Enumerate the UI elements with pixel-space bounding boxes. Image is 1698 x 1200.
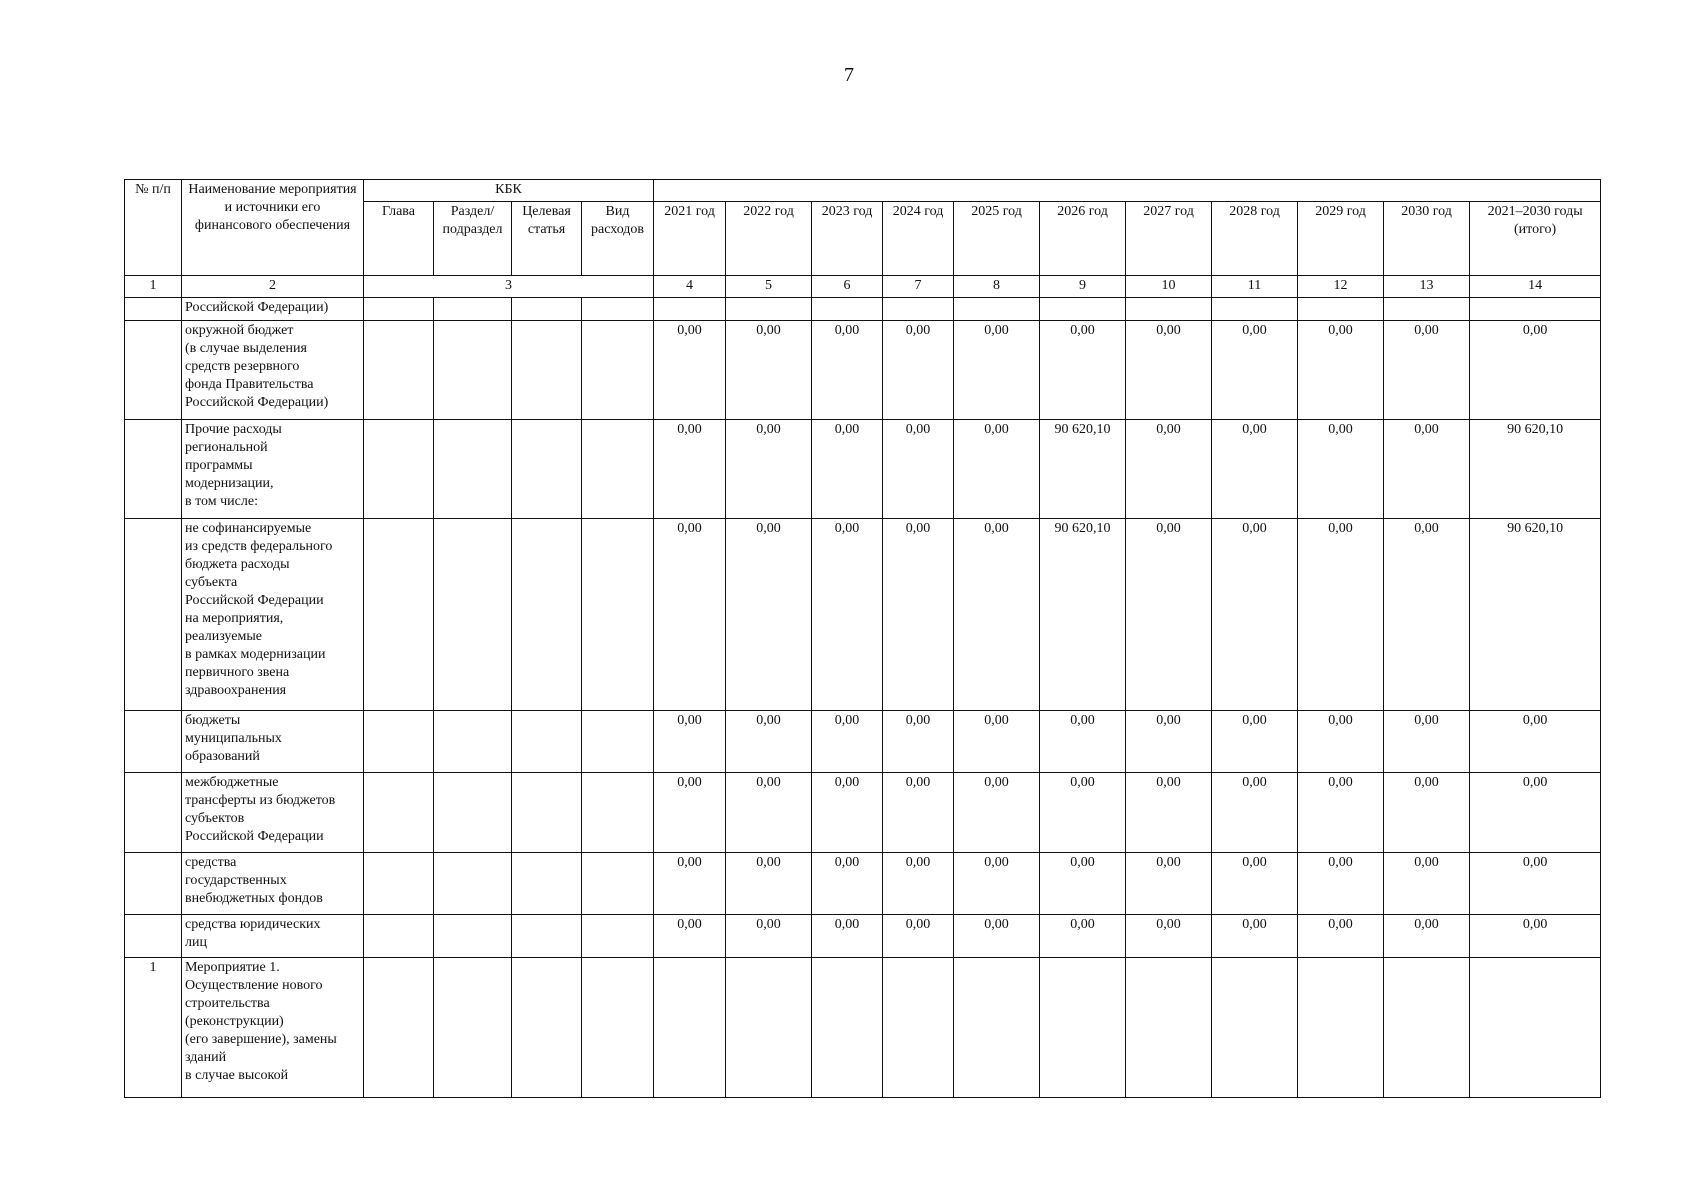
table-row [125,420,1601,519]
year-value [1384,958,1470,1098]
kbk-cell [512,420,582,519]
year-value: 0,00 [654,711,726,773]
year-value: 0,00 [812,519,883,711]
year-value [883,298,954,321]
column-number: 7 [883,276,954,298]
column-number: 6 [812,276,883,298]
year-value: 0,00 [1298,915,1384,958]
year-value: 0,00 [1040,853,1126,915]
year-value: 0,00 [883,711,954,773]
row-number [125,519,182,711]
kbk-cell [364,773,434,853]
table-row [125,853,1601,915]
year-value [1384,298,1470,321]
kbk-cell [434,853,512,915]
year-value: 0,00 [1212,420,1298,519]
row-number: 1 [125,958,182,1098]
column-number: 14 [1470,276,1601,298]
header-year: 2024 год [883,202,954,276]
year-value: 0,00 [1384,321,1470,420]
row-number [125,420,182,519]
year-value [1040,958,1126,1098]
header-year: 2028 год [1212,202,1298,276]
table-row [125,711,1601,773]
year-value: 0,00 [654,915,726,958]
year-value: 0,00 [1040,711,1126,773]
column-number: 9 [1040,276,1126,298]
header-no: № п/п [125,180,182,276]
row-number [125,773,182,853]
year-value: 0,00 [883,915,954,958]
header-year: 2025 год [954,202,1040,276]
year-value: 0,00 [1384,853,1470,915]
table-row [125,915,1601,958]
year-value: 0,00 [1298,853,1384,915]
page-number: 7 [844,64,854,86]
column-number: 4 [654,276,726,298]
kbk-cell [434,298,512,321]
year-value [1040,298,1126,321]
year-value: 0,00 [1126,420,1212,519]
header-years-group [654,180,1601,202]
year-value: 0,00 [726,321,812,420]
year-value [726,958,812,1098]
header-kbk-glava: Глава [364,202,434,276]
header-kbk-razdel: Раздел/ подраздел [434,202,512,276]
table-row [125,958,1601,1098]
table-row [125,321,1601,420]
table-row [125,298,1601,321]
header-year: 2029 год [1298,202,1384,276]
year-value: 0,00 [812,420,883,519]
year-value: 0,00 [1212,853,1298,915]
year-value: 0,00 [1126,519,1212,711]
kbk-cell [364,853,434,915]
year-value: 0,00 [1126,711,1212,773]
year-value: 0,00 [1040,773,1126,853]
year-value [1126,298,1212,321]
kbk-cell [512,321,582,420]
column-number: 11 [1212,276,1298,298]
header-kbk: КБК [364,180,654,202]
kbk-cell [582,958,654,1098]
year-value [1212,298,1298,321]
year-value: 0,00 [812,773,883,853]
year-value: 0,00 [883,420,954,519]
year-value: 0,00 [883,321,954,420]
kbk-cell [582,321,654,420]
year-value: 0,00 [1040,915,1126,958]
kbk-cell [434,519,512,711]
kbk-cell [434,321,512,420]
year-value: 90 620,10 [1040,420,1126,519]
kbk-cell [364,298,434,321]
year-value: 0,00 [883,773,954,853]
kbk-cell [582,519,654,711]
kbk-cell [512,853,582,915]
year-value: 0,00 [812,321,883,420]
row-number [125,853,182,915]
kbk-cell [434,958,512,1098]
table-row [125,773,1601,853]
kbk-cell [582,298,654,321]
year-value [883,958,954,1098]
year-value: 0,00 [954,321,1040,420]
column-number: 2 [182,276,364,298]
year-value [954,958,1040,1098]
kbk-cell [582,420,654,519]
kbk-cell [434,711,512,773]
column-number: 12 [1298,276,1384,298]
header-year: 2030 год [1384,202,1470,276]
kbk-cell [364,915,434,958]
year-value: 0,00 [1126,321,1212,420]
row-name: средства юридических лиц [182,915,364,958]
column-number: 10 [1126,276,1212,298]
year-value: 0,00 [812,711,883,773]
column-number: 3 [364,276,654,298]
year-value: 0,00 [654,420,726,519]
column-number: 5 [726,276,812,298]
kbk-cell [512,519,582,711]
total-value: 0,00 [1470,321,1601,420]
year-value: 0,00 [726,519,812,711]
header-kbk-statya: Целевая статья [512,202,582,276]
year-value: 0,00 [1298,321,1384,420]
year-value: 0,00 [654,773,726,853]
total-value: 0,00 [1470,915,1601,958]
kbk-cell [512,958,582,1098]
kbk-cell [582,711,654,773]
header-year: 2023 год [812,202,883,276]
year-value: 0,00 [726,915,812,958]
row-name: средства государственных внебюджетных фондов [182,853,364,915]
kbk-cell [582,915,654,958]
year-value: 0,00 [1384,773,1470,853]
year-value: 0,00 [812,853,883,915]
row-number [125,711,182,773]
year-value: 0,00 [1126,773,1212,853]
total-value [1470,958,1601,1098]
row-number [125,915,182,958]
year-value [954,298,1040,321]
year-value: 0,00 [1212,321,1298,420]
budget-table [124,179,1601,1098]
year-value: 0,00 [1384,711,1470,773]
year-value: 0,00 [1384,519,1470,711]
row-name: Российской Федерации) [182,298,364,321]
kbk-cell [364,958,434,1098]
header-year: 2026 год [1040,202,1126,276]
year-value: 0,00 [954,519,1040,711]
year-value [1126,958,1212,1098]
year-value: 0,00 [1212,519,1298,711]
year-value: 0,00 [654,519,726,711]
column-number: 13 [1384,276,1470,298]
year-value [726,298,812,321]
total-value [1470,298,1601,321]
header-name: Наименование мероприятия и источники его финансового обеспечения [182,180,364,276]
year-value: 0,00 [954,853,1040,915]
kbk-cell [512,773,582,853]
year-value: 0,00 [883,853,954,915]
year-value: 0,00 [812,915,883,958]
row-number [125,298,182,321]
year-value: 0,00 [954,915,1040,958]
kbk-cell [434,420,512,519]
kbk-cell [364,519,434,711]
kbk-cell [364,711,434,773]
kbk-cell [364,420,434,519]
kbk-cell [434,915,512,958]
total-value: 0,00 [1470,711,1601,773]
year-value [1212,958,1298,1098]
year-value: 0,00 [1298,519,1384,711]
year-value: 0,00 [654,853,726,915]
kbk-cell [512,298,582,321]
header-year: 2022 год [726,202,812,276]
year-value: 0,00 [1298,420,1384,519]
kbk-cell [582,853,654,915]
column-number: 1 [125,276,182,298]
row-number [125,321,182,420]
year-value [812,298,883,321]
year-value: 0,00 [1298,711,1384,773]
year-value: 0,00 [726,711,812,773]
header-year: 2021 год [654,202,726,276]
year-value [654,298,726,321]
year-value: 0,00 [1212,915,1298,958]
total-value: 90 620,10 [1470,420,1601,519]
kbk-cell [582,773,654,853]
year-value: 0,00 [954,773,1040,853]
year-value: 0,00 [726,773,812,853]
total-value: 0,00 [1470,773,1601,853]
year-value: 0,00 [726,420,812,519]
year-value: 0,00 [954,420,1040,519]
year-value: 0,00 [1040,321,1126,420]
header-year: 2027 год [1126,202,1212,276]
year-value: 0,00 [954,711,1040,773]
row-name: бюджеты муниципальных образований [182,711,364,773]
year-value: 0,00 [1126,915,1212,958]
row-name: межбюджетные трансферты из бюджетов субъектов Российской Федерации [182,773,364,853]
column-number: 8 [954,276,1040,298]
year-value: 0,00 [1384,420,1470,519]
kbk-cell [512,711,582,773]
year-value: 0,00 [1298,773,1384,853]
header-kbk-vid: Вид расходов [582,202,654,276]
year-value [812,958,883,1098]
year-value [1298,958,1384,1098]
header-year-total: 2021–2030 годы (итого) [1470,202,1601,276]
year-value [1298,298,1384,321]
row-name: не софинансируемые из средств федерального бюджета расходы субъекта Российской Федерации на мероприятия, реализуемые в рамках модернизации первичного звена здравоохранения [182,519,364,711]
year-value [654,958,726,1098]
year-value: 90 620,10 [1040,519,1126,711]
kbk-cell [364,321,434,420]
year-value: 0,00 [726,853,812,915]
year-value: 0,00 [1384,915,1470,958]
year-value: 0,00 [654,321,726,420]
row-name: Прочие расходы региональной программы модернизации, в том числе: [182,420,364,519]
total-value: 0,00 [1470,853,1601,915]
row-name: Мероприятие 1. Осуществление нового строительства (реконструкции) (его завершение), замены зданий в случае высокой [182,958,364,1098]
year-value: 0,00 [883,519,954,711]
year-value: 0,00 [1212,773,1298,853]
year-value: 0,00 [1126,853,1212,915]
row-name: окружной бюджет (в случае выделения средств резервного фонда Правительства Российской Федерации) [182,321,364,420]
table-row [125,519,1601,711]
total-value: 90 620,10 [1470,519,1601,711]
kbk-cell [512,915,582,958]
year-value: 0,00 [1212,711,1298,773]
kbk-cell [434,773,512,853]
